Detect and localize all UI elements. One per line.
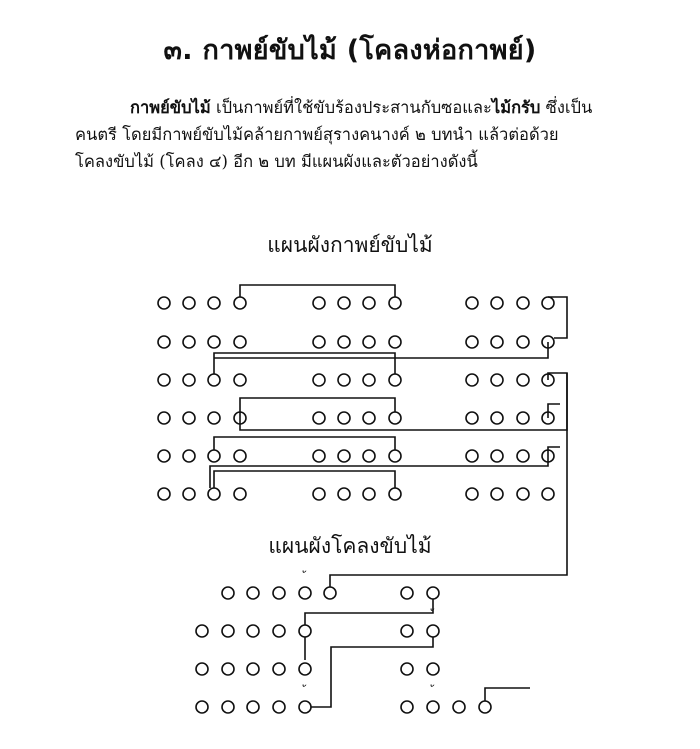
syllable-circle: [234, 297, 246, 309]
syllable-circle: [338, 336, 350, 348]
syllable-circle: [491, 488, 503, 500]
syllable-circle: [158, 488, 170, 500]
syllable-circle: [222, 663, 234, 675]
khlong-khap-mai-diagram: [196, 570, 530, 713]
syllable-circle: [196, 663, 208, 675]
syllable-circle: [273, 701, 285, 713]
paragraph-line-3: โคลงขับไม้ (โคลง ๔) อีก ๒ บท มีแผนผังและตัวอย่างดังนี้: [75, 152, 478, 171]
syllable-circle: [401, 587, 413, 599]
syllable-circle: [466, 450, 478, 462]
syllable-circle: [542, 488, 554, 500]
syllable-circle: [158, 336, 170, 348]
page-title: ๓. กาพย์ขับไม้ (โคลงห่อกาพย์): [163, 35, 537, 66]
syllable-circle: [273, 625, 285, 637]
syllable-circle: [183, 374, 195, 386]
syllable-circle: [299, 701, 311, 713]
rhyme-link-line: [485, 688, 530, 701]
syllable-circle: [517, 374, 529, 386]
syllable-circle: [389, 297, 401, 309]
syllable-circle: [222, 701, 234, 713]
syllable-circle: [208, 450, 220, 462]
syllable-circle: [234, 336, 246, 348]
syllable-circle: [183, 297, 195, 309]
paragraph-text: เป็นกาพย์ที่ใช้ขับร้องประสานกับซอและ: [210, 98, 492, 117]
syllable-circle: [247, 701, 259, 713]
syllable-circle: [466, 488, 478, 500]
syllable-circle: [363, 412, 375, 424]
syllable-circle: [479, 701, 491, 713]
syllable-circle: [389, 412, 401, 424]
paragraph-text: ซึ่งเป็น: [540, 98, 593, 117]
syllable-circle: [491, 412, 503, 424]
paragraph-line-2: คนตรี โดยมีกาพย์ขับไม้คล้ายกาพย์สุรางคนางค์ ๒ บทนำ แล้วต่อด้วย: [75, 125, 559, 144]
syllable-circle: [208, 488, 220, 500]
syllable-circle: [389, 336, 401, 348]
syllable-circle: [389, 488, 401, 500]
syllable-circle: [389, 450, 401, 462]
syllable-circle: [338, 374, 350, 386]
syllable-circle: [208, 412, 220, 424]
syllable-circle: [466, 336, 478, 348]
syllable-circle: [401, 625, 413, 637]
syllable-circle: [234, 488, 246, 500]
syllable-circle: [517, 297, 529, 309]
syllable-circle: [208, 336, 220, 348]
syllable-circle: [222, 625, 234, 637]
syllable-circle: [158, 450, 170, 462]
syllable-circle: [196, 625, 208, 637]
syllable-circle: [158, 297, 170, 309]
syllable-circle: [313, 336, 325, 348]
rhyme-link-line: [330, 373, 567, 589]
tone-mark: [302, 570, 307, 573]
syllable-circle: [363, 336, 375, 348]
syllable-circle: [247, 587, 259, 599]
syllable-circle: [313, 412, 325, 424]
syllable-circle: [338, 450, 350, 462]
syllable-circle: [363, 450, 375, 462]
syllable-circle: [542, 297, 554, 309]
syllable-circle: [313, 450, 325, 462]
syllable-circle: [363, 374, 375, 386]
diagram-caption-kap: แผนผังกาพย์ขับไม้: [267, 233, 433, 257]
rhyme-link-line: [240, 285, 395, 297]
syllable-circle: [299, 625, 311, 637]
syllable-circle: [183, 412, 195, 424]
syllable-circle: [517, 488, 529, 500]
syllable-circle: [453, 701, 465, 713]
syllable-circle: [466, 297, 478, 309]
diagram-caption-khlong: แผนผังโคลงขับไม้: [268, 534, 432, 558]
syllable-circle: [491, 297, 503, 309]
syllable-circle: [491, 450, 503, 462]
syllable-circle: [389, 374, 401, 386]
syllable-circle: [183, 488, 195, 500]
syllable-circle: [299, 663, 311, 675]
syllable-circle: [338, 412, 350, 424]
syllable-circle: [427, 701, 439, 713]
rhyme-link-line: [311, 637, 433, 707]
syllable-circle: [427, 663, 439, 675]
syllable-circle: [183, 336, 195, 348]
rhyme-link-line: [214, 471, 395, 488]
syllable-circle: [491, 374, 503, 386]
syllable-circle: [324, 587, 336, 599]
syllable-circle: [401, 701, 413, 713]
syllable-circle: [338, 297, 350, 309]
syllable-circle: [222, 587, 234, 599]
syllable-circle: [313, 488, 325, 500]
kap-khap-mai-diagram: [158, 285, 567, 589]
syllable-circle: [401, 663, 413, 675]
syllable-circle: [208, 374, 220, 386]
syllable-circle: [247, 663, 259, 675]
rhyme-link-line: [305, 599, 433, 625]
syllable-circle: [158, 412, 170, 424]
syllable-circle: [517, 450, 529, 462]
syllable-circle: [158, 374, 170, 386]
syllable-circle: [234, 450, 246, 462]
syllable-circle: [517, 412, 529, 424]
syllable-circle: [313, 374, 325, 386]
syllable-circle: [273, 587, 285, 599]
syllable-circle: [183, 450, 195, 462]
syllable-circle: [466, 412, 478, 424]
term-mai-krap: ไม้กรับ: [491, 98, 541, 117]
rhyme-link-line: [214, 437, 395, 450]
syllable-circle: [299, 587, 311, 599]
syllable-circle: [234, 374, 246, 386]
syllable-circle: [363, 297, 375, 309]
term-kap-khap-mai: กาพย์ขับไม้: [130, 98, 211, 117]
syllable-circle: [427, 625, 439, 637]
syllable-circle: [491, 336, 503, 348]
syllable-circle: [273, 663, 285, 675]
rhyme-link-line: [240, 398, 395, 412]
syllable-circle: [466, 374, 478, 386]
syllable-circle: [196, 701, 208, 713]
syllable-circle: [208, 297, 220, 309]
tone-mark: [302, 684, 307, 687]
syllable-circle: [363, 488, 375, 500]
syllable-circle: [247, 625, 259, 637]
tone-mark: [430, 684, 435, 687]
syllable-circle: [427, 587, 439, 599]
rhyme-link-line: [214, 353, 395, 374]
syllable-circle: [313, 297, 325, 309]
syllable-circle: [517, 336, 529, 348]
syllable-circle: [338, 488, 350, 500]
